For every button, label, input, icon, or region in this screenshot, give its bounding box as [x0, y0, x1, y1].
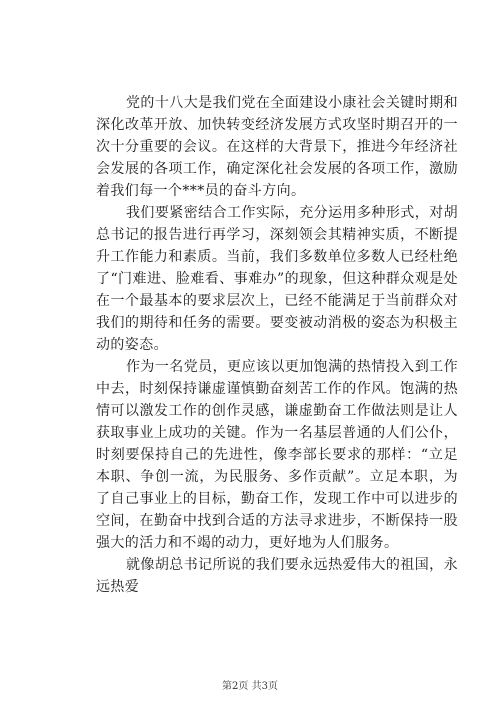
- paragraph-3: 作为一名党员，更应该以更加饱满的热情投入到工作中去，时刻保持谦虚谨慎勤奋刻苦工作的作风。饱满的热情可以激发工作的创作灵感，谦虚勤奋工作做法则是让人获取事业上成功的关键。作为一名基层普通的人们公仆，时刻要保持自己的先进性，像李部长要求的那样：“立足本职、争创一流，为民服务、多作贡献”。立足本职，为了自己事业上的目标，勤奋工作，发现工作中可以进步的空间，在勤奋中找到合适的方法寻求进步，不断保持一股强大的活力和不竭的动力，更好地为人们服务。: [96, 359, 458, 551]
- paragraph-4: 就像胡总书记所说的我们要永远热爱伟大的祖国，永远热爱: [96, 557, 458, 595]
- page-number-footer: 第2页 共3页: [222, 681, 278, 692]
- document-body: [96, 92, 458, 598]
- paragraph-1: 党的十八大是我们党在全面建设小康社会关键时期和深化改革开放、加快转变经济发展方式攻坚时期召开的一次十分重要的会议。在这样的大背景下，推进今年经济社会发展的各项工作，确定深化社会发展的各项工作，激励着我们每一个***员的奋斗方向。: [96, 95, 458, 199]
- paragraph-2: 我们要紧密结合工作实际，充分运用多种形式，对胡总书记的报告进行再学习，深刻领会其精神实质，不断提升工作能力和素质。当前，我们多数单位多数人已经杜绝了“门难进、脸难看、事难办”的现象，但这种群众观是处在一个最基本的要求层次上，已经不能满足于当前群众对我们的期待和任务的需要。要变被动消极的姿态为积极主动的姿态。: [96, 205, 458, 353]
